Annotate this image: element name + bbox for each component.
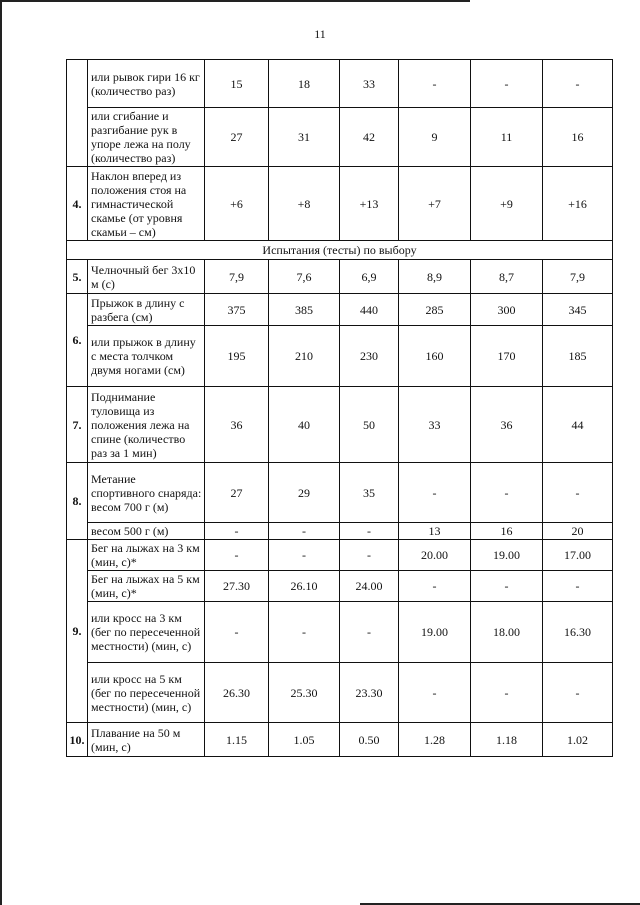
value-cell: - (543, 663, 613, 723)
value-cell: - (269, 540, 340, 571)
table-row (67, 294, 613, 326)
value-cell: - (471, 60, 543, 108)
value-cell: 36 (205, 387, 269, 463)
value-cell: 27 (205, 108, 269, 167)
table-section-row (67, 241, 613, 260)
value-cell: 285 (399, 294, 471, 326)
value-cell: 185 (543, 326, 613, 387)
value-cell: 11 (471, 108, 543, 167)
value-cell: 40 (269, 387, 340, 463)
value-cell: 1.18 (471, 723, 543, 757)
test-name-cell: Метание спортивного снаряда: весом 700 г (м) (88, 463, 205, 523)
scan-edge-left (0, 0, 2, 905)
value-cell: +6 (205, 167, 269, 241)
value-cell: - (340, 540, 399, 571)
value-cell: 18.00 (471, 602, 543, 663)
value-cell: 23.30 (340, 663, 399, 723)
value-cell: - (269, 602, 340, 663)
row-number-cell: 5. (67, 260, 88, 294)
row-number-cell: 9. (67, 540, 88, 723)
table-row (67, 463, 613, 523)
table-row (67, 523, 613, 540)
value-cell: 1.05 (269, 723, 340, 757)
value-cell: - (471, 571, 543, 602)
value-cell: 20 (543, 523, 613, 540)
value-cell: 36 (471, 387, 543, 463)
value-cell: - (205, 602, 269, 663)
table-row (67, 387, 613, 463)
test-name-cell: Челночный бег 3х10 м (с) (88, 260, 205, 294)
value-cell: 19.00 (471, 540, 543, 571)
value-cell: - (471, 463, 543, 523)
value-cell: - (399, 663, 471, 723)
value-cell: 375 (205, 294, 269, 326)
test-name-cell: Поднимание туловища из положения лежа на спине (количество раз за 1 мин) (88, 387, 205, 463)
section-heading: Испытания (тесты) по выбору (67, 241, 613, 260)
value-cell: 7,6 (269, 260, 340, 294)
value-cell: 33 (399, 387, 471, 463)
value-cell: 440 (340, 294, 399, 326)
value-cell: - (543, 463, 613, 523)
value-cell: 29 (269, 463, 340, 523)
row-number-cell: 7. (67, 387, 88, 463)
value-cell: +8 (269, 167, 340, 241)
value-cell: - (399, 463, 471, 523)
row-number-cell: 6. (67, 294, 88, 387)
value-cell: 26.10 (269, 571, 340, 602)
test-name-cell: Наклон вперед из положения стоя на гимнастической скамье (от уровня скамьи – см) (88, 167, 205, 241)
value-cell: 17.00 (543, 540, 613, 571)
value-cell: - (543, 571, 613, 602)
value-cell: 27.30 (205, 571, 269, 602)
table-row (67, 602, 613, 663)
value-cell: 7,9 (205, 260, 269, 294)
norms-table (66, 59, 613, 757)
value-cell: - (340, 602, 399, 663)
scan-edge-top (0, 0, 470, 2)
value-cell: 35 (340, 463, 399, 523)
value-cell: 195 (205, 326, 269, 387)
value-cell: 13 (399, 523, 471, 540)
value-cell: - (269, 523, 340, 540)
value-cell: - (399, 571, 471, 602)
value-cell: - (205, 523, 269, 540)
value-cell: 16.30 (543, 602, 613, 663)
test-name-cell: Прыжок в длину с разбега (см) (88, 294, 205, 326)
value-cell: 1.15 (205, 723, 269, 757)
value-cell: 1.02 (543, 723, 613, 757)
value-cell: 7,9 (543, 260, 613, 294)
test-name-cell: или рывок гири 16 кг (количество раз) (88, 60, 205, 108)
value-cell: 27 (205, 463, 269, 523)
table-row (67, 540, 613, 571)
test-name-cell: Бег на лыжах на 5 км (мин, с)* (88, 571, 205, 602)
value-cell: 44 (543, 387, 613, 463)
value-cell: 385 (269, 294, 340, 326)
value-cell: 24.00 (340, 571, 399, 602)
value-cell: 8,7 (471, 260, 543, 294)
value-cell: 26.30 (205, 663, 269, 723)
value-cell: 0.50 (340, 723, 399, 757)
value-cell: +16 (543, 167, 613, 241)
value-cell: 1.28 (399, 723, 471, 757)
value-cell: 230 (340, 326, 399, 387)
value-cell: - (543, 60, 613, 108)
value-cell: 50 (340, 387, 399, 463)
value-cell: 20.00 (399, 540, 471, 571)
table-row (67, 571, 613, 602)
value-cell: 42 (340, 108, 399, 167)
table-row (67, 663, 613, 723)
table-row (67, 108, 613, 167)
row-number-cell: 8. (67, 463, 88, 540)
test-name-cell: Плавание на 50 м (мин, с) (88, 723, 205, 757)
value-cell: +13 (340, 167, 399, 241)
table-row (67, 723, 613, 757)
value-cell: 31 (269, 108, 340, 167)
row-number-cell (67, 60, 88, 167)
value-cell: 33 (340, 60, 399, 108)
test-name-cell: Бег на лыжах на 3 км (мин, с)* (88, 540, 205, 571)
row-number-cell: 10. (67, 723, 88, 757)
value-cell: 9 (399, 108, 471, 167)
value-cell: 25.30 (269, 663, 340, 723)
value-cell: 6,9 (340, 260, 399, 294)
table-row (67, 260, 613, 294)
test-name-cell: или кросс на 5 км (бег по пересеченной местности) (мин, с) (88, 663, 205, 723)
test-name-cell: или кросс на 3 км (бег по пересеченной местности) (мин, с) (88, 602, 205, 663)
value-cell: 16 (543, 108, 613, 167)
value-cell: 210 (269, 326, 340, 387)
value-cell: +7 (399, 167, 471, 241)
page-number: 11 (314, 27, 326, 41)
test-name-cell: или прыжок в длину с места толчком двумя ногами (см) (88, 326, 205, 387)
test-name-cell: весом 500 г (м) (88, 523, 205, 540)
value-cell: 345 (543, 294, 613, 326)
table-row (67, 60, 613, 108)
value-cell: 160 (399, 326, 471, 387)
table-row (67, 326, 613, 387)
test-name-cell: или сгибание и разгибание рук в упоре лежа на полу (количество раз) (88, 108, 205, 167)
value-cell: 16 (471, 523, 543, 540)
value-cell: - (205, 540, 269, 571)
value-cell: - (340, 523, 399, 540)
value-cell: - (471, 663, 543, 723)
value-cell: +9 (471, 167, 543, 241)
row-number-cell: 4. (67, 167, 88, 241)
value-cell: 170 (471, 326, 543, 387)
table-row (67, 167, 613, 241)
value-cell: 19.00 (399, 602, 471, 663)
value-cell: 18 (269, 60, 340, 108)
value-cell: 8,9 (399, 260, 471, 294)
value-cell: - (399, 60, 471, 108)
value-cell: 15 (205, 60, 269, 108)
value-cell: 300 (471, 294, 543, 326)
